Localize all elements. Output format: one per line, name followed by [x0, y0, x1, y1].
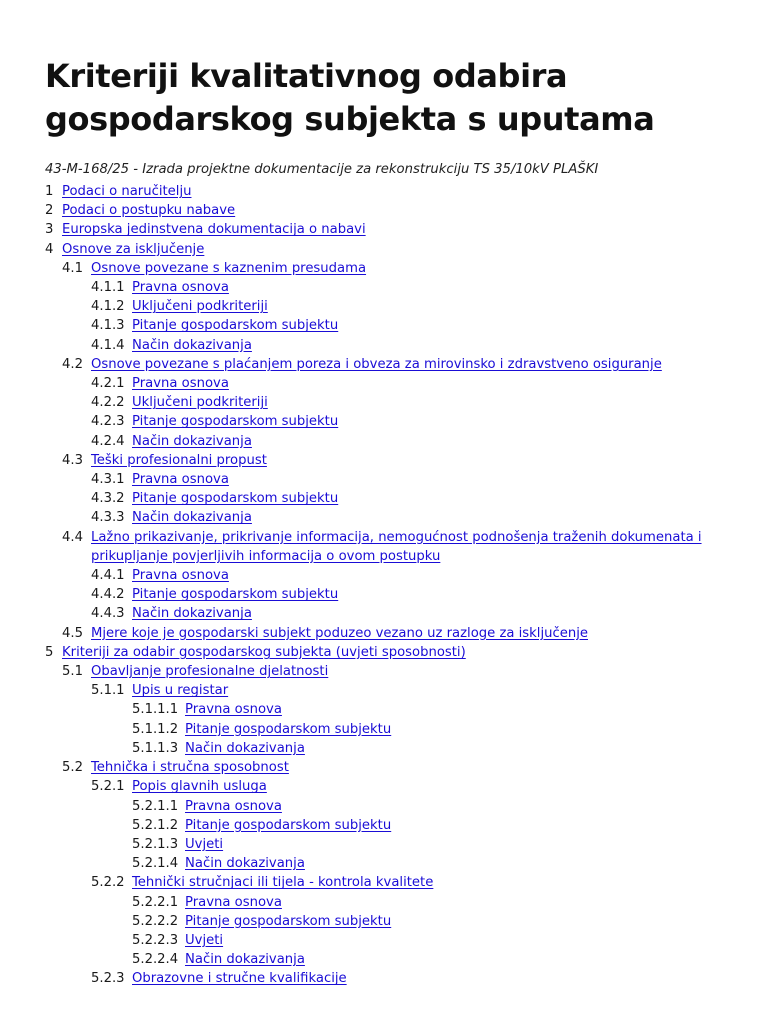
toc-entry-number: 5.1.1 [91, 683, 125, 699]
toc-entry-number: 4.1 [62, 260, 83, 276]
toc-entry-number: 4.1.3 [91, 318, 125, 334]
toc-entry-link[interactable]: Pitanje gospodarskom subjektu [132, 587, 339, 603]
toc-entry [45, 758, 735, 777]
toc-entry [45, 297, 735, 316]
toc-entry-number: 4.5 [62, 625, 83, 641]
toc-entry-number: 5.2.2.3 [132, 932, 179, 948]
toc-entry-link[interactable]: Pravna osnova [185, 894, 282, 910]
toc-entry [45, 355, 735, 374]
toc-entry [45, 700, 735, 719]
toc-entry-link[interactable]: Mjere koje je gospodarski subjekt poduzeo vezano uz razloge za isključenje [91, 625, 588, 641]
toc-entry [45, 182, 735, 201]
toc-entry [45, 489, 735, 508]
toc-entry [45, 336, 735, 355]
toc-entry-link[interactable]: Pravna osnova [185, 702, 282, 718]
toc-entry-number: 4.2 [62, 356, 83, 372]
toc-entry-number: 5.2.1.4 [132, 856, 179, 872]
toc-entry [45, 681, 735, 700]
toc-entry-number: 5.2.2.2 [132, 913, 179, 929]
toc-entry-number: 5.2.3 [91, 971, 125, 987]
toc-entry-number: 5.2.2.1 [132, 894, 179, 910]
toc-entry [45, 777, 735, 796]
toc-entry [45, 470, 735, 489]
toc-entry-link[interactable]: Pitanje gospodarskom subjektu [132, 318, 339, 334]
toc-entry [45, 816, 735, 835]
toc-entry [45, 893, 735, 912]
toc-entry-number: 5.1.1.1 [132, 702, 179, 718]
toc-entry-link[interactable]: Način dokazivanja [132, 510, 252, 526]
toc-entry [45, 912, 735, 931]
toc-entry [45, 201, 735, 220]
toc-entry-link[interactable]: Europska jedinstvena dokumentacija o nabavi [62, 222, 366, 238]
toc-entry [45, 797, 735, 816]
toc-entry-link[interactable]: Tehnička i stručna sposobnost [91, 760, 289, 776]
document-subtitle: 43-M-168/25 - Izrada projektne dokumentacije za rekonstrukciju TS 35/10kV PLAŠKI [45, 162, 599, 177]
toc-entry [45, 432, 735, 451]
toc-entry-link[interactable]: Uključeni podkriteriji [132, 395, 268, 411]
toc-entry [45, 835, 735, 854]
toc-entry-link[interactable]: Tehnički stručnjaci ili tijela - kontrola kvalitete [132, 875, 434, 891]
toc-entry-link[interactable]: Obavljanje profesionalne djelatnosti [91, 664, 329, 680]
toc-entry-number: 4.4.2 [91, 587, 125, 603]
toc-entry-link[interactable]: Upis u registar [132, 683, 229, 699]
toc-entry-number: 4.2.1 [91, 376, 125, 392]
toc-entry-number: 4.3.2 [91, 491, 125, 507]
toc-entry-link[interactable]: Pitanje gospodarskom subjektu [132, 414, 339, 430]
toc-entry-link[interactable]: Podaci o naručitelju [62, 184, 192, 199]
toc-entry [45, 739, 735, 758]
toc-entry-link[interactable]: Lažno prikazivanje, prikrivanje informacija, nemogućnost podnošenja traženih dokumenata i prikupljanje povjerljivih informacija o ovom postupku [91, 529, 702, 564]
toc-entry-number: 4.3 [62, 452, 83, 468]
toc-entry-link[interactable]: Način dokazivanja [132, 337, 252, 353]
toc-entry-link[interactable]: Način dokazivanja [185, 856, 305, 872]
toc-entry [45, 220, 735, 239]
toc-entry-link[interactable]: Podaci o postupku nabave [62, 203, 236, 219]
toc-entry-link[interactable]: Pravna osnova [132, 472, 229, 488]
toc-entry-link[interactable]: Način dokazivanja [132, 606, 252, 622]
toc-entry-link[interactable]: Uvjeti [185, 836, 224, 852]
toc-entry-link[interactable]: Uključeni podkriteriji [132, 299, 268, 315]
toc-entry [45, 604, 735, 623]
toc-entry-link[interactable]: Teški profesionalni propust [91, 452, 267, 468]
toc-entry-number: 5.2.1.3 [132, 836, 179, 852]
toc-entry-number: 5.2.1.2 [132, 817, 179, 833]
toc-entry-number: 4.2.2 [91, 395, 125, 411]
toc-entry-link[interactable]: Popis glavnih usluga [132, 779, 267, 795]
toc-entry-number: 4.3.1 [91, 472, 125, 488]
toc-entry-number: 5 [45, 644, 54, 660]
toc-entry [45, 931, 735, 950]
toc-entry-number: 4.1.1 [91, 280, 125, 296]
toc-entry [45, 854, 735, 873]
toc-entry-link[interactable]: Način dokazivanja [185, 952, 305, 968]
toc-entry [45, 528, 735, 566]
toc-entry-number: 4 [45, 241, 54, 257]
toc-entry-number: 5.2.2.4 [132, 952, 179, 968]
toc-entry-number: 4.1.2 [91, 299, 125, 315]
toc-entry [45, 451, 735, 470]
toc-entry [45, 873, 735, 892]
toc-entry-link[interactable]: Pravna osnova [132, 280, 229, 296]
toc-entry [45, 643, 735, 662]
toc-entry [45, 374, 735, 393]
toc-entry [45, 624, 735, 643]
toc-entry-number: 5.1.1.2 [132, 721, 179, 737]
toc-entry-link[interactable]: Pitanje gospodarskom subjektu [185, 817, 392, 833]
toc-entry-link[interactable]: Kriteriji za odabir gospodarskog subjekta (uvjeti sposobnosti) [62, 644, 466, 660]
toc-entry-link[interactable]: Pitanje gospodarskom subjektu [185, 721, 392, 737]
toc-entry [45, 393, 735, 412]
toc-entry [45, 316, 735, 335]
toc-entry-number: 3 [45, 222, 54, 238]
toc-entry-link[interactable]: Pravna osnova [132, 376, 229, 392]
toc-entry [45, 585, 735, 604]
toc-entry-link[interactable]: Pitanje gospodarskom subjektu [132, 491, 339, 507]
toc-entry-link[interactable]: Osnove za isključenje [62, 241, 205, 257]
toc-entry [45, 259, 735, 278]
toc-entry-link[interactable]: Uvjeti [185, 932, 224, 948]
toc-entry-number: 5.2.2 [91, 875, 125, 891]
toc-entry-number: 4.4.1 [91, 568, 125, 584]
toc-entry [45, 950, 735, 969]
toc-entry-number: 5.2 [62, 760, 83, 776]
toc-entry-number: 2 [45, 203, 54, 219]
toc-entry-number: 5.1.1.3 [132, 740, 179, 756]
toc-entry-number: 4.4.3 [91, 606, 125, 622]
toc-entry [45, 412, 735, 431]
toc-entry [45, 566, 735, 585]
toc-entry-link[interactable]: Način dokazivanja [132, 433, 252, 449]
document-page [45, 55, 735, 989]
toc-entry [45, 240, 735, 259]
toc-entry-link[interactable]: Pravna osnova [132, 568, 229, 584]
toc-entry [45, 508, 735, 527]
toc-entry-link[interactable]: Osnove povezane s kaznenim presudama [91, 260, 367, 276]
toc-entry-link[interactable]: Pitanje gospodarskom subjektu [185, 913, 392, 929]
toc-entry-number: 4.1.4 [91, 337, 125, 353]
toc-entry [45, 720, 735, 739]
toc-entry [45, 662, 735, 681]
toc-entry-number: 4.4 [62, 529, 83, 545]
toc-entry-number: 5.2.1 [91, 779, 125, 795]
toc-entry-number: 5.1 [62, 664, 83, 680]
toc-entry-link[interactable]: Pravna osnova [185, 798, 282, 814]
table-of-contents [45, 182, 735, 989]
toc-entry [45, 278, 735, 297]
document-title: Kriteriji kvalitativnog odabira gospodarskog subjekta s uputama [45, 57, 655, 138]
toc-entry-number: 4.3.3 [91, 510, 125, 526]
toc-entry-link[interactable]: Osnove povezane s plaćanjem poreza i obveza za mirovinsko i zdravstveno osiguranje [91, 356, 662, 372]
toc-entry-link[interactable]: Način dokazivanja [185, 740, 305, 756]
toc-entry-number: 1 [45, 184, 54, 199]
toc-entry-number: 4.2.4 [91, 433, 125, 449]
toc-entry-number: 4.2.3 [91, 414, 125, 430]
toc-entry-number: 5.2.1.1 [132, 798, 179, 814]
toc-entry [45, 969, 735, 988]
toc-entry-link[interactable]: Obrazovne i stručne kvalifikacije [132, 971, 347, 987]
